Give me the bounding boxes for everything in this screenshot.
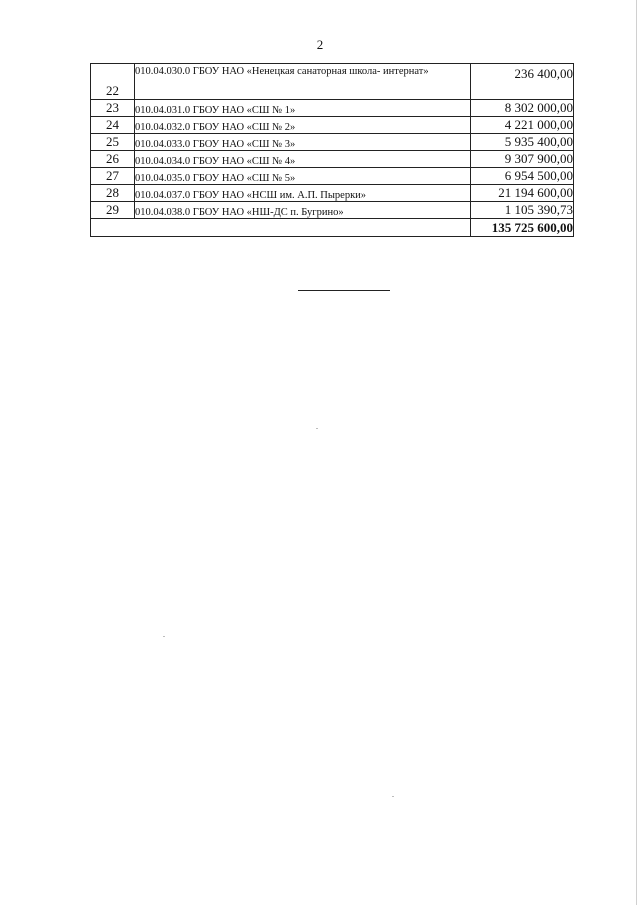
scan-speck bbox=[163, 636, 165, 637]
total-amount: 135 725 600,00 bbox=[471, 219, 574, 237]
row-amount: 8 302 000,00 bbox=[471, 100, 574, 117]
total-label-cell bbox=[91, 219, 471, 237]
page-number: 2 bbox=[316, 37, 324, 52]
scan-speck bbox=[392, 796, 394, 797]
table-row bbox=[91, 117, 574, 134]
table-row bbox=[91, 134, 574, 151]
row-number: 22 bbox=[91, 64, 135, 100]
row-number: 25 bbox=[91, 134, 135, 151]
row-number: 26 bbox=[91, 151, 135, 168]
table-row bbox=[91, 202, 574, 219]
row-amount: 236 400,00 bbox=[471, 64, 574, 100]
institution-name: 010.04.030.0 ГБОУ НАО «Ненецкая санаторная школа- интернат» bbox=[135, 64, 471, 100]
row-number: 23 bbox=[91, 100, 135, 117]
institution-name: 010.04.037.0 ГБОУ НАО «НСШ им. А.П. Пырерки» bbox=[135, 185, 471, 202]
institution-name: 010.04.035.0 ГБОУ НАО «СШ № 5» bbox=[135, 168, 471, 185]
table-row bbox=[91, 168, 574, 185]
table-row bbox=[91, 64, 574, 100]
row-amount: 4 221 000,00 bbox=[471, 117, 574, 134]
institution-name: 010.04.032.0 ГБОУ НАО «СШ № 2» bbox=[135, 117, 471, 134]
institution-name: 010.04.038.0 ГБОУ НАО «НШ-ДС п. Бугрино» bbox=[135, 202, 471, 219]
scan-speck bbox=[316, 428, 318, 429]
row-amount: 6 954 500,00 bbox=[471, 168, 574, 185]
row-number: 28 bbox=[91, 185, 135, 202]
row-number: 29 bbox=[91, 202, 135, 219]
institution-name: 010.04.031.0 ГБОУ НАО «СШ № 1» bbox=[135, 100, 471, 117]
total-row bbox=[91, 219, 574, 237]
table-row bbox=[91, 100, 574, 117]
row-number: 27 bbox=[91, 168, 135, 185]
scan-edge-line bbox=[636, 0, 637, 905]
institution-name: 010.04.034.0 ГБОУ НАО «СШ № 4» bbox=[135, 151, 471, 168]
row-amount: 1 105 390,73 bbox=[471, 202, 574, 219]
row-amount: 5 935 400,00 bbox=[471, 134, 574, 151]
row-amount: 9 307 900,00 bbox=[471, 151, 574, 168]
table-row bbox=[91, 185, 574, 202]
budget-table bbox=[90, 63, 574, 237]
table-row bbox=[91, 151, 574, 168]
institution-name: 010.04.033.0 ГБОУ НАО «СШ № 3» bbox=[135, 134, 471, 151]
row-number: 24 bbox=[91, 117, 135, 134]
row-amount: 21 194 600,00 bbox=[471, 185, 574, 202]
end-of-document-rule bbox=[298, 290, 390, 291]
